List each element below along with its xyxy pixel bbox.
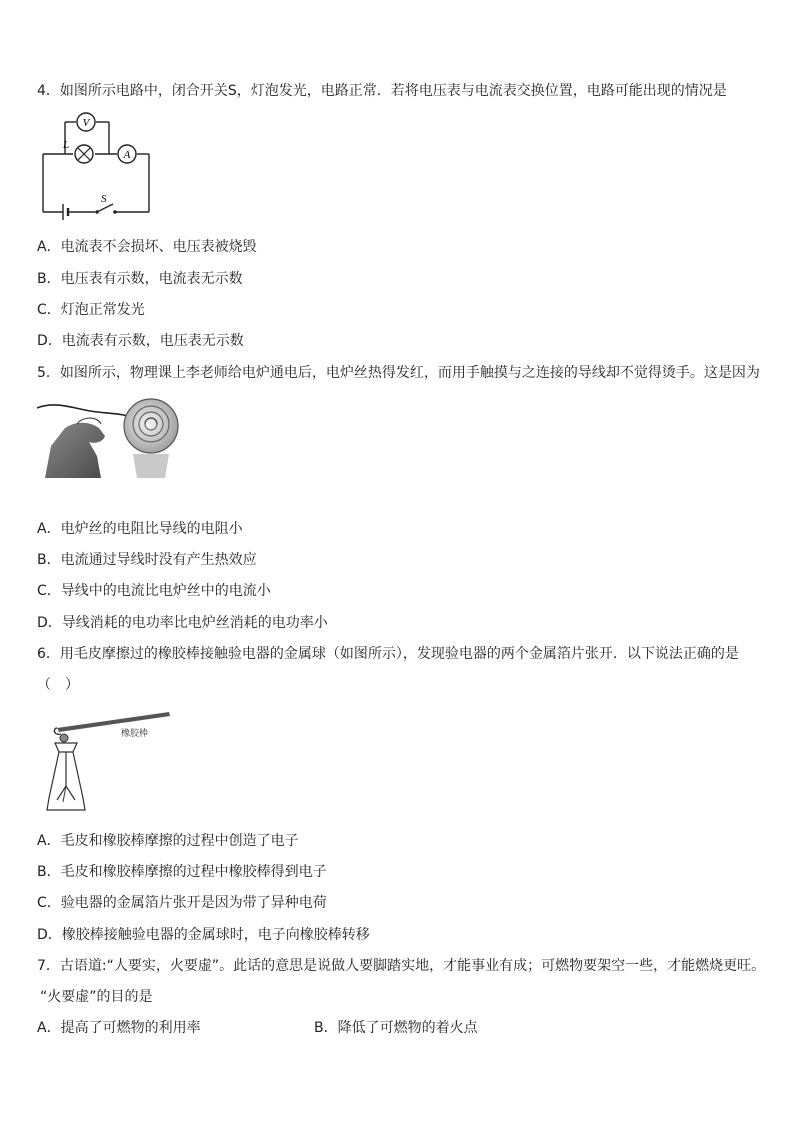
q5-stove-photo [37, 394, 180, 478]
q6-option-b: B．毛皮和橡胶棒摩擦的过程中橡胶棒得到电子 [37, 864, 327, 880]
electric-stove-photo [37, 394, 180, 478]
switch-label: S [101, 193, 107, 205]
q4-option-c: C．灯泡正常发光 [37, 302, 145, 318]
q4-circuit-figure [37, 108, 157, 226]
q6-electroscope-figure [37, 706, 173, 816]
q5-option-d: D．导线消耗的电功率比电炉丝消耗的电功率小 [37, 615, 328, 631]
q7-option-a: A．提高了可燃物的利用率 [37, 1020, 201, 1036]
q6-option-a: A．毛皮和橡胶棒摩擦的过程中创造了电子 [37, 833, 299, 849]
q6-option-d: D．橡胶棒接触验电器的金属球时，电子向橡胶棒转移 [37, 927, 370, 943]
q7-stem: 7．古语道:“人要实，火要虚”。此话的意思是说做人要脚踏实地，才能事业有成；可燃物要架空一些，才能燃烧更旺。 [37, 958, 766, 974]
rubber-rod-label: 橡胶棒 [121, 729, 149, 739]
q4-option-d: D．电流表有示数，电压表无示数 [37, 333, 244, 349]
q6-answer-paren: （ ） [37, 677, 79, 693]
voltmeter-label: V [82, 117, 90, 129]
q5-stem: 5．如图所示，物理课上李老师给电炉通电后，电炉丝热得发红，而用手触摸与之连接的导线却不觉得烫手。这是因为 [37, 365, 760, 381]
q7-stem-continued: “火要虚”的目的是 [40, 989, 153, 1005]
lamp-label: L [63, 139, 70, 151]
q6-option-c: C．验电器的金属箔片张开是因为带了异种电荷 [37, 895, 327, 911]
q4-stem: 4．如图所示电路中，闭合开关S，灯泡发光，电路正常．若将电压表与电流表交换位置，电路可能出现的情况是 [37, 83, 727, 99]
ammeter-label: A [123, 149, 131, 161]
q4-option-a: A．电流表不会损坏、电压表被烧毁 [37, 239, 257, 255]
q5-option-c: C．导线中的电流比电炉丝中的电流小 [37, 583, 271, 599]
q7-option-b: B．降低了可燃物的着火点 [314, 1020, 478, 1036]
q5-option-b: B．电流通过导线时没有产生热效应 [37, 552, 257, 568]
q6-stem: 6．用毛皮摩擦过的橡胶棒接触验电器的金属球（如图所示），发现验电器的两个金属箔片张开．以下说法正确的是 [37, 646, 739, 662]
q5-option-a: A．电炉丝的电阻比导线的电阻小 [37, 521, 243, 537]
electroscope-diagram [37, 706, 173, 816]
metal-ball-icon [60, 734, 68, 742]
stove-icon [124, 399, 178, 453]
circuit-diagram [37, 108, 157, 226]
q4-option-b: B．电压表有示数，电流表无示数 [37, 271, 243, 287]
